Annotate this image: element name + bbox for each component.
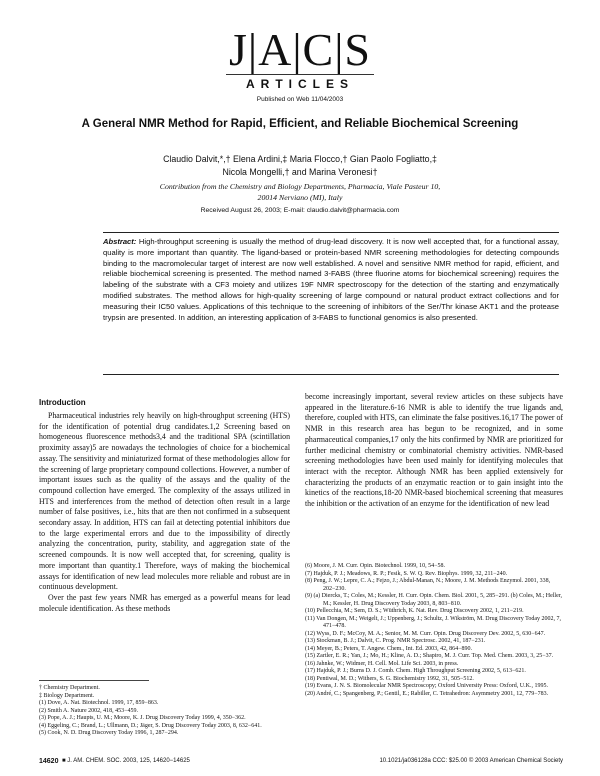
doi-line: 10.1021/ja036128a CCC: $25.00 © 2003 American Chemical Society [379, 758, 563, 764]
abstract-rule-top [103, 232, 559, 233]
affiliation-line: Contribution from the Chemistry and Biology Departments, Pharmacia, Viale Pasteur 10, [159, 182, 441, 191]
reference: (16) Jahnke, W.; Widmer, H. Cell. Mol. Life Sci. 2003, in press. [305, 660, 459, 667]
author-line: Claudio Dalvit,*,† Elena Ardini,‡ Maria Flocco,† Gian Paolo Fogliatto,‡ [163, 154, 437, 164]
footnote-rule [39, 680, 149, 681]
reference: (3) Pope, A. J.; Haupts, U. M.; Moore, K. J. Drug Discovery Today 1999, 4, 350−362. [39, 715, 246, 721]
footnote: ‡ Biology Department. [39, 692, 95, 699]
reference: (6) Moore, J. M. Curr. Opin. Biotechnol. 1999, 10, 54−58. [305, 563, 446, 569]
reference: (13) Stockman, B. J.; Dalvit, C. Prog. NMR Spectrosc. 2002, 41, 187−231. [305, 638, 486, 644]
paragraph: Over the past few years NMR has emerged as a powerful means for lead molecule identification. As these methods [39, 592, 290, 613]
reference: (11) Van Dongen, M.; Weigelt, J.; Uppenberg, J.; Schultz, J. Wikström, M. Drug Discovery Today 2002, 7, 471−478. [305, 615, 562, 629]
reference: (1) Dove, A. Nat. Biotechnol. 1999, 17, 859−863. [39, 700, 159, 706]
reference: (20) André, C.; Spangenberg, P.; Gentil, E.; Rabiller, C. Tetrahedron: Asymmetry 2001, 12, 779−783. [305, 690, 549, 697]
section-label: ARTICLES [246, 77, 354, 91]
reference: (8) Peng, J. W.; Lepre, C. A.; Fejzo, J.; Abdul-Manan, N.; Moore, J. M. Methods Enzymol. 2001, 338, 202−230. [305, 578, 551, 592]
reference: (2) Smith A. Nature 2002, 418, 453−459. [39, 707, 139, 714]
paragraph: become increasingly important, several review articles on these subjects have appeared in the literature.6-16 NMR is able to identify the true ligands and, therefore, coupled with HTS, can eliminate the false positives.16,17 The power of NMR in this research area has begun to be recognized, and in some pharmaceutical companies,17 only the hits confirmed by NMR are prioritized for further medicinal chemistry or combinatorial chemistry activities. NMR-based screening methodologies have been used mainly for identifying molecules that interact with the receptor. Although NMR has been applied extensively for characterizing the products of an enzymatic reaction or to gain insight into the kinetics of the reactions,18-20 NMR-based biochemical screening that measures the inhibition or the activation of an enzyme for the identification of new lead [305, 392, 563, 509]
references-right [305, 563, 563, 698]
journal-logo: J|A|C|S [228, 24, 371, 75]
reference: (7) Hajduk, P. J.; Meadows, R. P.; Fesik, S. W. Q. Rev. Biophys. 1999, 32, 211−240. [305, 570, 508, 577]
reference: (19) Evans, J. N. S. Biomolecular NMR Spectroscopy; Oxford University Press: Oxford, U.K., 1995. [305, 683, 548, 689]
affiliation-line: 20014 Nerviano (MI), Italy [257, 192, 343, 202]
abstract [103, 237, 559, 323]
article-title: A General NMR Method for Rapid, Efficient, and Reliable Biochemical Screening [81, 118, 519, 130]
author-line: Nicola Mongelli,† and Marina Veronesi† [222, 167, 378, 177]
section-heading: Introduction [39, 398, 86, 407]
footnotes-left [39, 685, 290, 738]
abstract-text: High-throughput screening is usually the method of drug-lead discovery. It is now well accepted that, for a functional assay, quality is more important than quantity. The ligand-based or protein-based NMR screening methodologies for detecting compounds binding to the macromolecular target of interest are now well established. A novel and sensitive NMR method for rapid, efficient, and reliable biochemical screening is presented. The method named 3-FABS (three fluorine atoms for biochemical screening) requires the labeling of the substrate with a CF3 moiety and utilizes 19F NMR spectroscopy for the detection of the starting and enzymatically modified substrates. The method allows for high-quality screening of large compound or natural product extract collections and for measuring their IC50 values. Applications of this technique to the screening of inhibitors of the Ser/Thr kinase AKT1 and the protease trypsin are presented. In addition, an interesting application of 3-FABS to functional genomics is also presented. [103, 237, 559, 322]
reference: (5) Cook, N. D. Drug Discovery Today 1996, 1, 287−294. [39, 730, 179, 736]
affiliation [80, 182, 520, 203]
reference: (15) Zartler, E. R.; Yan, J.; Mo, H.; Kline, A. D.; Shapiro, M. J. Curr. Top. Med. Chem. 2003, 3, 25−37. [305, 653, 554, 659]
logo-rule [226, 74, 374, 75]
reference: (18) Pentiwal, M. D.; Withers, S. G. Biochemistry 1992, 31, 505−512. [305, 675, 474, 682]
reference: (17) Hajduk, P. J.; Burns D. J. Comb. Chem. High Throughput Screening 2002, 5, 613−621. [305, 668, 526, 674]
received-date: Received August 26, 2003; E-mail: claudio.dalvit@pharmacia.com [200, 207, 400, 214]
right-column [305, 392, 563, 510]
abstract-rule-bottom [103, 374, 559, 375]
left-column [39, 411, 290, 614]
footnote: † Chemistry Department. [39, 685, 100, 691]
author-list [80, 153, 520, 179]
page-number: 14620 [39, 758, 59, 765]
reference: (4) Eggeling, C.; Brand, L.; Ullmann, D.; Jäger, S. Drug Discovery Today 2003, 8, 632−641. [39, 722, 262, 729]
journal-citation: ■ J. AM. CHEM. SOC. 2003, 125, 14620−14625 [62, 758, 190, 764]
published-date: Published on Web 11/04/2003 [256, 96, 344, 103]
reference: (10) Pellecchia, M.; Sem, D. S.; Wüthrich, K. Nat. Rev. Drug Discovery 2002, 1, 211−219. [305, 608, 524, 614]
abstract-label: Abstract: [103, 237, 137, 246]
reference: (9) (a) Diercks, T.; Coles, M.; Kessler, H. Curr. Opin. Chem. Biol. 2001, 5, 285−291. (b) Coles, M.; Heller, M.; Kessler, H. Drug Discovery Today 2003, 8, 803−810. [305, 593, 562, 607]
reference: (14) Meyer, B.; Peters, T. Angew. Chem., Int. Ed. 2003, 42, 864−890. [305, 645, 473, 652]
reference: (12) Wyss, D. F.; McCoy, M. A.; Senior, M. M. Curr. Opin. Drug Discovery Dev. 2002, 5, 630−647. [305, 630, 546, 637]
paragraph: Pharmaceutical industries rely heavily on high-throughput screening (HTS) for the identification of potential drug candidates.1,2 Screening based on homogeneous fluorescence methods3,4 and the traditional SPA (scintillation proximity assay)5 are nowadays the technologies of choice for a biochemical assay. The sensitivity and miniaturized format of these methodologies allow for the screening of large proprietary compound collections. However, a number of important issues such as the quality of the assays and the quality of the compound collection have emerged. The complexity of the assays utilized in HTS and interferences from the method of detection often result in a large number of false positives, i.e., hits that are then not confirmed in a subsequent secondary assay. In addition, HTS can fail at detecting potential inhibitors due to the large experimental errors and due to the impossibility of directly analyzing the concentration, purity, stability, and aggregation state of the screened compounds. It is now well accepted that, for screening, quality is more important than quantity.1 Therefore, ways of making the biochemical assays for identification of new lead molecules more reliable and robust are in continuous development. [39, 411, 290, 592]
